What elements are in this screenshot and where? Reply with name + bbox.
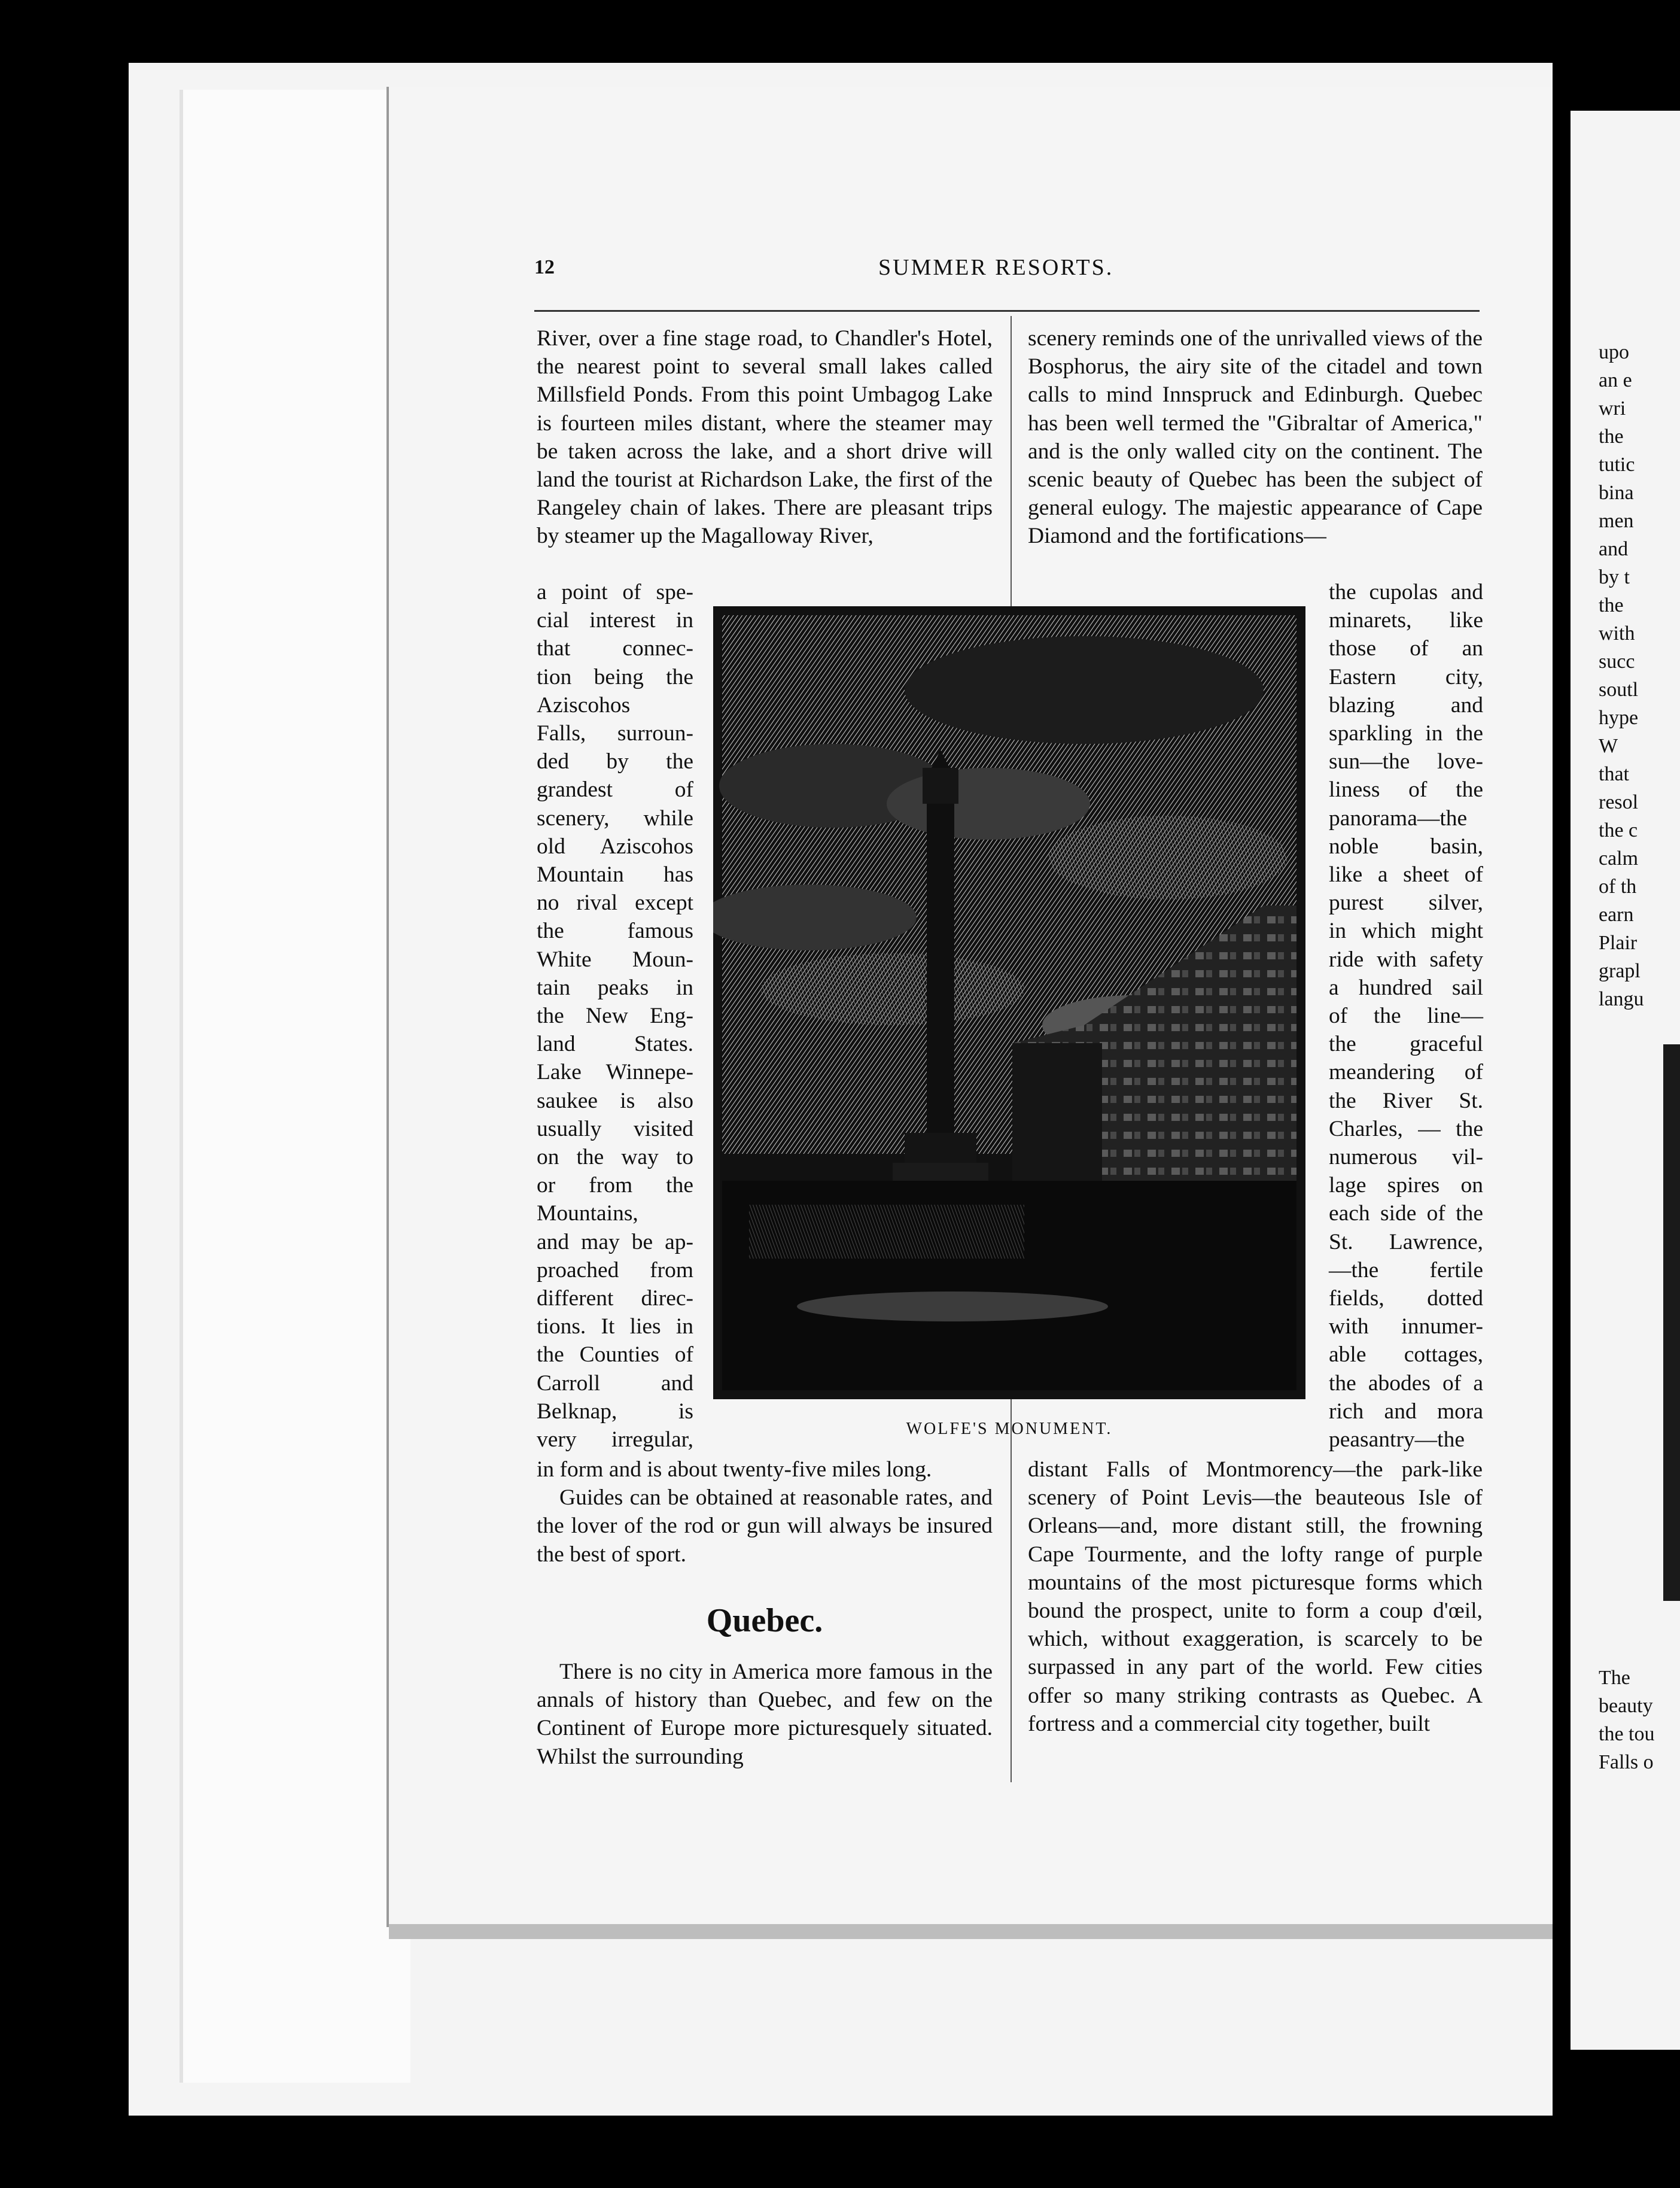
header-rule <box>534 310 1480 312</box>
text-line: no rival except <box>537 891 693 916</box>
text-line: Mountain has <box>537 862 693 888</box>
left-column-wrap <box>537 578 693 1454</box>
text-line: tion being the <box>537 664 693 689</box>
right-column-bottom <box>1028 1455 1483 1738</box>
adjacent-page-line: resol <box>1599 791 1639 813</box>
text-line: the cupolas and <box>1329 580 1483 604</box>
text-line: sparkling in the <box>1329 721 1483 746</box>
quebec-paragraph: There is no city in America more famous in the annals of history than Quebec, and few on the Continent of Europe more picturesquely situated. Whilst the surrounding <box>537 1660 993 1769</box>
text-line: very irregular, <box>537 1427 693 1452</box>
adjacent-page-line: langu <box>1599 988 1644 1010</box>
left-column-bottom <box>537 1455 993 1569</box>
text-line: each side of the <box>1329 1201 1483 1226</box>
paragraph-guides: Guides can be obtained at reasonable rates, and the lover of the rod or gun will always be insured the best of sport. <box>537 1485 993 1567</box>
text-line: —the fertile <box>1329 1257 1483 1283</box>
text-line: saukee is also <box>537 1088 693 1113</box>
right-column-top <box>1028 324 1483 551</box>
quebec-paragraph-container <box>537 1658 993 1771</box>
text-line: those of an <box>1329 636 1483 661</box>
wolfes-monument-engraving <box>713 606 1305 1399</box>
back-sheet <box>179 90 410 2083</box>
text-line: tain peaks in <box>537 975 693 1000</box>
adjacent-page-line: hype <box>1599 707 1639 729</box>
text-line: White Moun- <box>537 947 693 972</box>
text-line: ride with safety <box>1329 947 1483 972</box>
adjacent-page-line: of th <box>1599 876 1637 898</box>
text-line: in which might <box>1329 919 1483 944</box>
text-line: land States. <box>537 1032 693 1057</box>
text-line: sun—the love- <box>1329 749 1483 774</box>
adjacent-page-line: succ <box>1599 651 1635 673</box>
monument-illustration <box>713 606 1305 1399</box>
right-column-wrap <box>1329 578 1483 1454</box>
page-bottom-shadow <box>389 1924 1553 1939</box>
adjacent-page-line: The <box>1599 1667 1630 1689</box>
adjacent-page-line: soutl <box>1599 679 1639 701</box>
adjacent-page-line: men <box>1599 510 1634 532</box>
adjacent-page-line: an e <box>1599 369 1632 391</box>
adjacent-page-line: the tou <box>1599 1723 1655 1745</box>
text-line: minarets, like <box>1329 608 1483 633</box>
text-line: panorama—the <box>1329 806 1468 831</box>
paragraph: River, over a fine stage road, to Chandler's Hotel, the nearest point to several small lakes called Millsfield Ponds. From this point Umbagog Lake is fourteen miles distant, where the steamer may be taken across the lake, and a short drive will land the tourist at Richardson Lake, the first of the Rangeley chain of lakes. There are pleasant trips by steamer up the Magalloway River, <box>537 326 993 549</box>
text-line: Belknap, is <box>537 1399 693 1424</box>
text-line: fields, dotted <box>1329 1286 1483 1311</box>
text-line: rich and mora <box>1329 1399 1483 1424</box>
adjacent-page-line: Falls o <box>1599 1751 1654 1773</box>
adjacent-page-line: bina <box>1599 482 1634 504</box>
text-line: the famous <box>537 919 693 944</box>
text-line: the abodes of a <box>1329 1370 1483 1396</box>
text-line: peasantry—the <box>1329 1427 1465 1452</box>
adjacent-page-line: with <box>1599 622 1635 645</box>
paragraph-end: in form and is about twenty-five miles long. <box>537 1457 932 1482</box>
left-column-top <box>537 324 993 551</box>
adjacent-page-line: beauty <box>1599 1695 1653 1717</box>
adjacent-page-line: and <box>1599 538 1629 560</box>
text-line: a point of spe- <box>537 580 693 604</box>
text-line: on the way to <box>537 1145 693 1170</box>
text-line: liness of the <box>1329 777 1483 803</box>
page-number: 12 <box>534 256 555 278</box>
adjacent-page-line: that <box>1599 763 1629 785</box>
text-line: a hundred sail <box>1329 975 1483 1000</box>
adjacent-page-line: the <box>1599 426 1624 448</box>
text-line: Falls, surroun- <box>537 721 693 746</box>
text-line: of the line— <box>1329 1004 1483 1029</box>
adjacent-page-line: upo <box>1599 341 1629 363</box>
adjacent-page-line: calm <box>1599 847 1639 870</box>
section-heading-quebec: Quebec. <box>706 1602 823 1639</box>
text-line: Carroll and <box>537 1370 693 1396</box>
text-line: Mountains, <box>537 1201 638 1226</box>
figure-caption: WOLFE'S MONUMENT. <box>906 1420 1113 1438</box>
paragraph: distant Falls of Montmorency—the park-like scenery of Point Levis—the beauteous Isle of Orleans—and, more distant still, the frowning Cape Tourmente, and the lofty range of purple mountains of the most picturesque forms which bound the prospect, unite to form a coup d'œil, which, without exaggeration, is scarcely to be surpassed in any part of the world. Few cities offer so many striking contrasts as Quebec. A fortress and a commercial city together, built <box>1028 1457 1483 1736</box>
text-line: the River St. <box>1329 1088 1483 1113</box>
adjacent-page-line: Plair <box>1599 932 1638 954</box>
text-line: with innumer- <box>1329 1314 1483 1339</box>
text-line: scenery, while <box>537 806 693 831</box>
text-line: like a sheet of <box>1329 862 1483 888</box>
text-line: the New Eng- <box>537 1004 693 1029</box>
adjacent-page-illustration-edge <box>1663 1044 1680 1601</box>
text-line: Charles, — the <box>1329 1116 1483 1141</box>
text-line: tions. It lies in <box>537 1314 693 1339</box>
text-line: cial interest in <box>537 608 693 633</box>
adjacent-page-line: tutic <box>1599 454 1635 476</box>
text-line: and may be ap- <box>537 1229 693 1254</box>
text-line: purest silver, <box>1329 891 1483 916</box>
text-line: usually visited <box>537 1116 693 1141</box>
adjacent-page-line: W <box>1599 735 1618 757</box>
adjacent-page-line: wri <box>1599 397 1626 420</box>
text-line: the Counties of <box>537 1342 693 1368</box>
text-line: grandest of <box>537 777 693 803</box>
text-line: lage spires on <box>1329 1173 1483 1198</box>
text-line: ded by the <box>537 749 693 774</box>
text-line: different direc- <box>537 1286 693 1311</box>
text-line: noble basin, <box>1329 834 1483 859</box>
adjacent-page-line: by t <box>1599 566 1630 588</box>
adjacent-page-line: grapl <box>1599 960 1641 982</box>
text-line: blazing and <box>1329 692 1483 718</box>
text-line: proached from <box>537 1257 693 1283</box>
text-line: the graceful <box>1329 1032 1483 1057</box>
text-line: St. Lawrence, <box>1329 1229 1483 1254</box>
text-line: Aziscohos <box>537 692 631 718</box>
text-line: Eastern city, <box>1329 664 1483 689</box>
paragraph: scenery reminds one of the unrivalled views of the Bosphorus, the airy site of the citadel and town calls to mind Innspruck and Edinburgh. Quebec has been well termed the "Gibraltar of America," and is the only walled city on the continent. The scenic beauty of Quebec has been the subject of general eulogy. The majestic appearance of Cape Diamond and the fortifications— <box>1028 326 1483 549</box>
text-line: old Aziscohos <box>537 834 693 859</box>
text-line: or from the <box>537 1173 693 1198</box>
text-line: able cottages, <box>1329 1342 1483 1368</box>
adjacent-page-line: the <box>1599 594 1624 616</box>
text-line: Lake Winnepe- <box>537 1060 693 1085</box>
text-line: that connec- <box>537 636 693 661</box>
adjacent-page-line: the c <box>1599 819 1638 841</box>
running-head: SUMMER RESORTS. <box>878 255 1114 280</box>
text-line: meandering of <box>1329 1060 1483 1085</box>
text-line: numerous vil- <box>1329 1145 1483 1170</box>
adjacent-page-line: earn <box>1599 904 1634 926</box>
